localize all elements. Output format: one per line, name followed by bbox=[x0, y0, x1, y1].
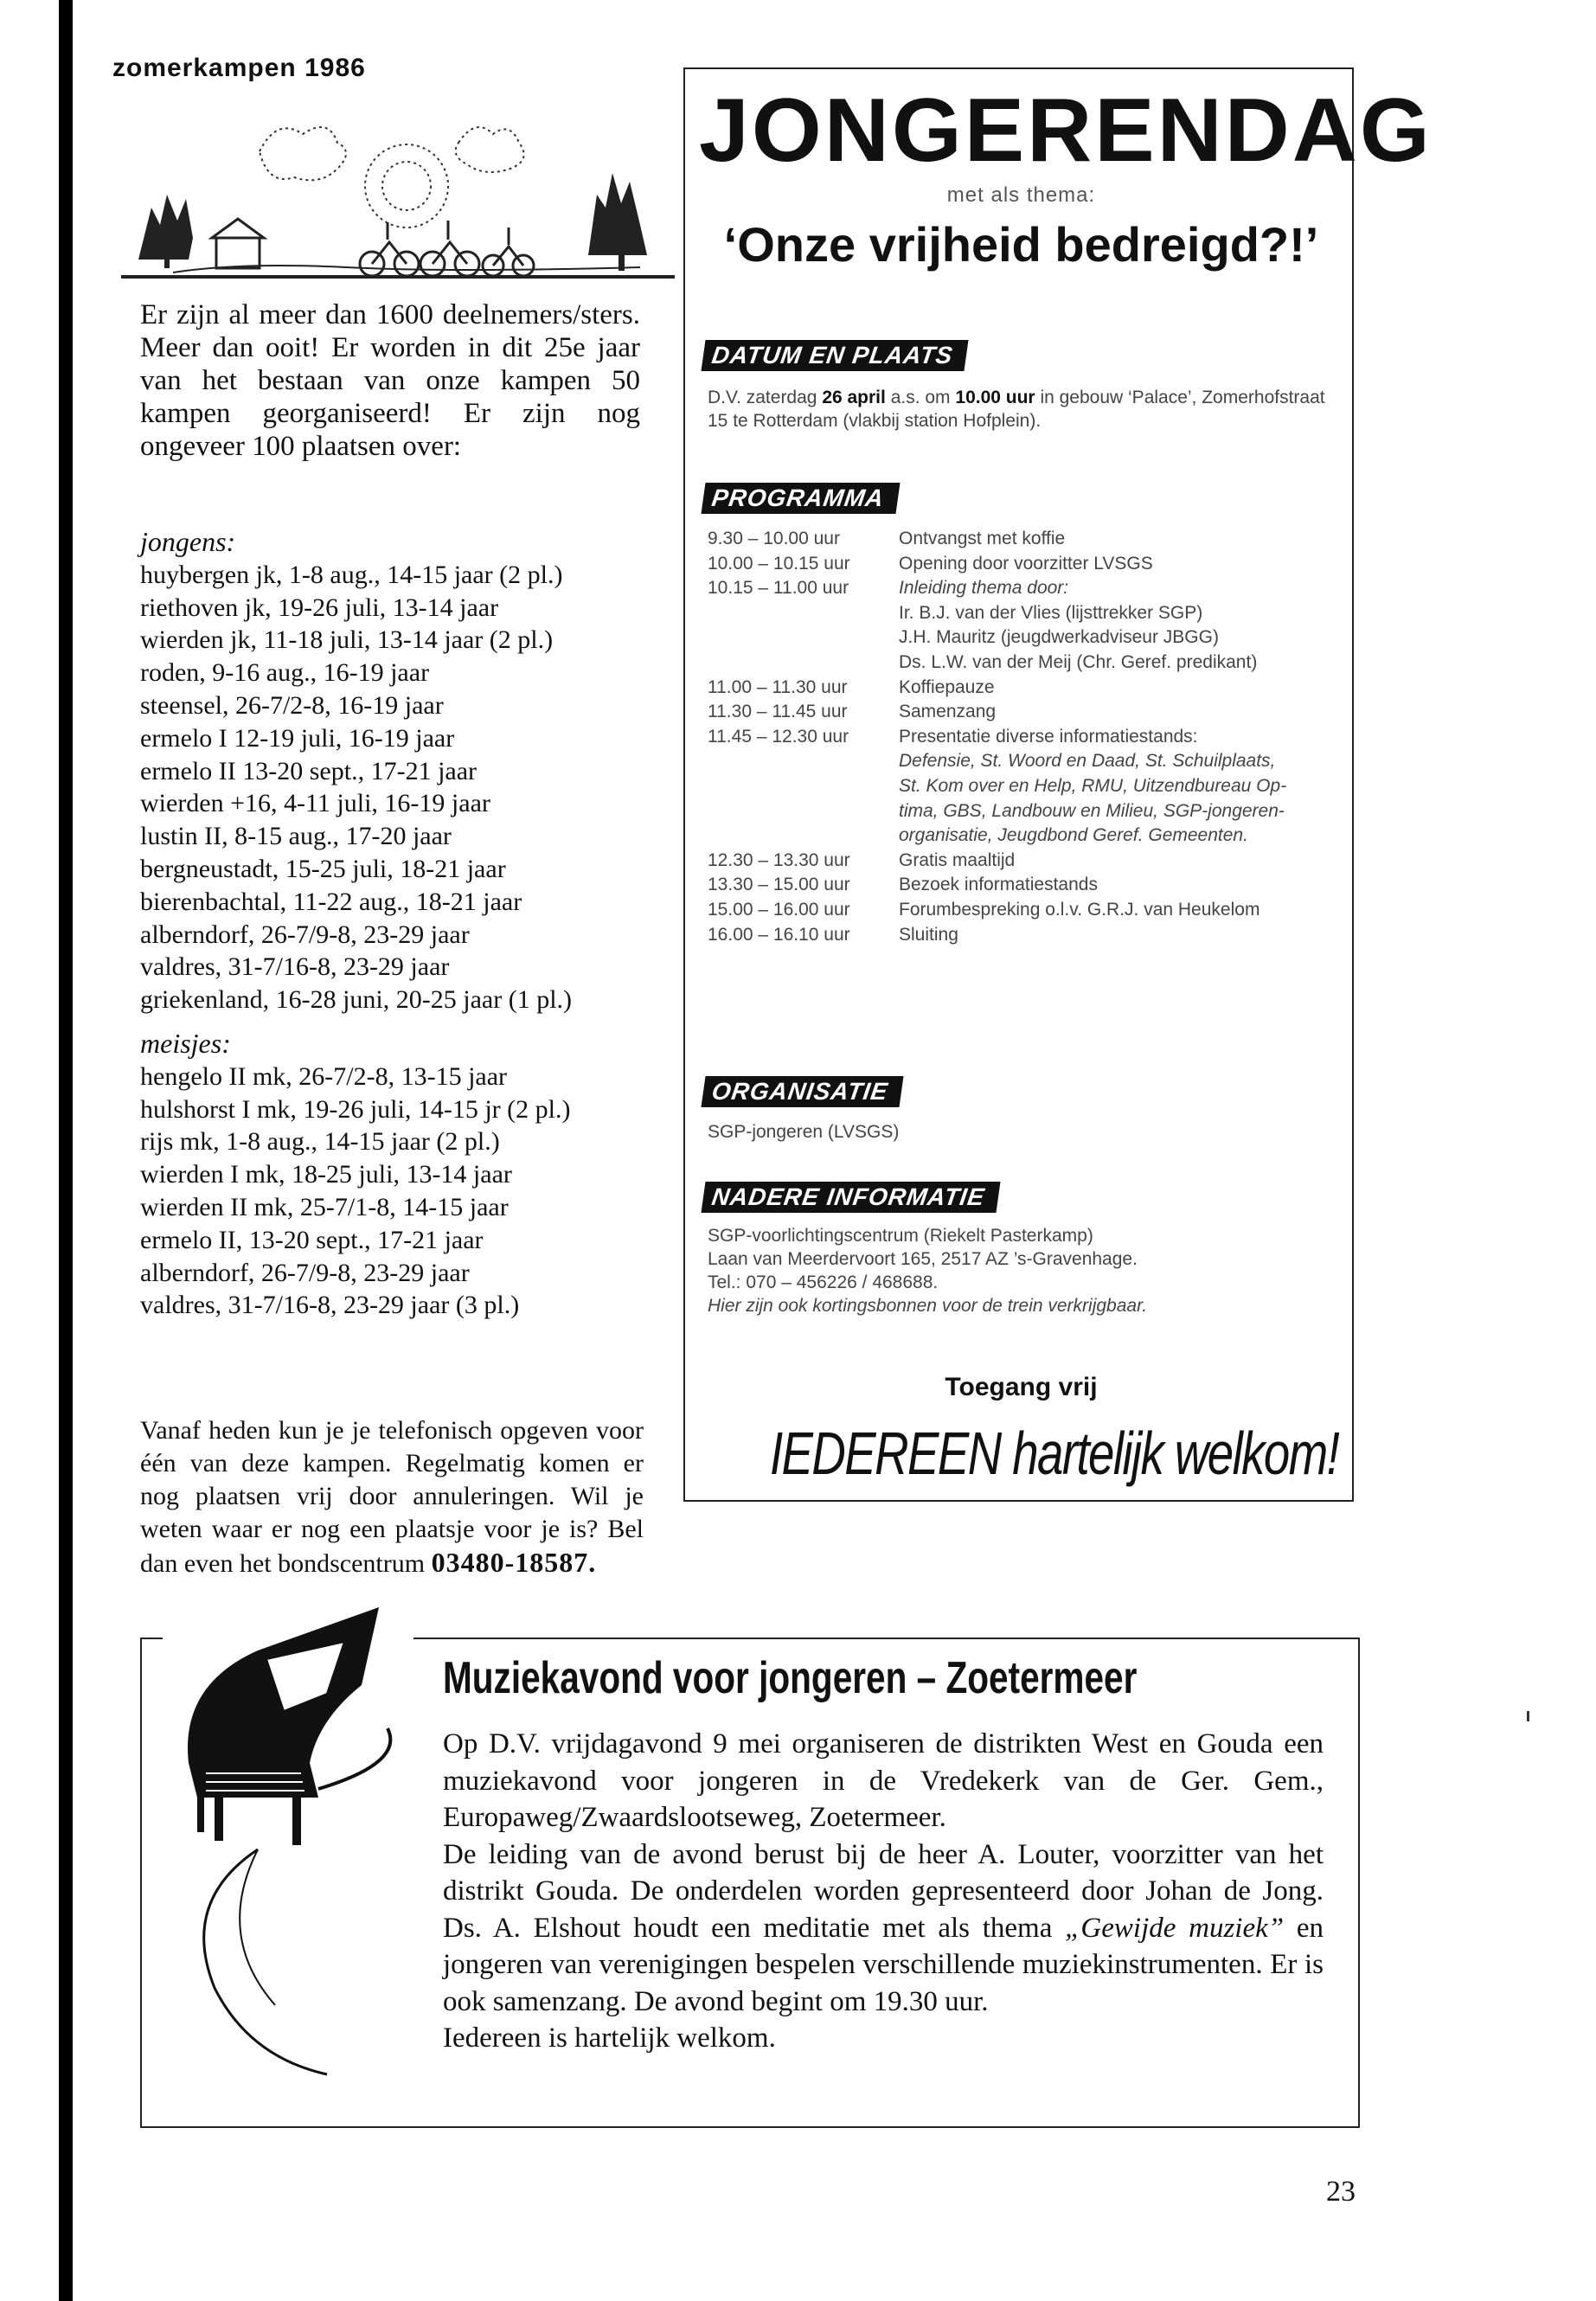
signup-body: Vanaf heden kun je je telefonisch opgeven voor één van deze kampen. Regelmatig komen er nog plaatsen vrij door annuleringen. Wil je weten waar er nog een plaatsje voor je is? Bel dan even het bondscentrum bbox=[140, 1416, 644, 1578]
program-time bbox=[708, 601, 899, 626]
girls-camps-list bbox=[140, 1028, 694, 1322]
camp-item: alberndorf, 26-7/9-8, 23-29 jaar bbox=[140, 920, 470, 949]
date-place-text bbox=[708, 386, 1339, 433]
bondscentrum-phone: 03480-18587. bbox=[431, 1547, 597, 1578]
boys-heading: jongens: bbox=[140, 526, 236, 557]
program-time: 12.30 – 13.30 uur bbox=[708, 849, 850, 870]
camp-item: ermelo II, 13-20 sept., 17-21 jaar bbox=[140, 1225, 484, 1254]
event-date: 26 april bbox=[822, 388, 886, 407]
jongerendag-title: JONGERENDAG bbox=[699, 80, 1433, 181]
music-paragraph: Iedereen is hartelijk welkom. bbox=[443, 2022, 776, 2054]
program-row bbox=[708, 725, 1348, 750]
info-text bbox=[708, 1224, 1339, 1317]
music-evening-text bbox=[443, 1726, 1324, 2057]
camp-item: bierenbachtal, 11-22 aug., 18-21 jaar bbox=[140, 887, 522, 916]
camp-item: bergneustadt, 15-25 juli, 18-21 jaar bbox=[140, 854, 506, 883]
camp-item: hengelo II mk, 26-7/2-8, 13-15 jaar bbox=[140, 1061, 508, 1091]
camp-item: wierden +16, 4-11 juli, 16-19 jaar bbox=[140, 789, 490, 818]
date-place-heading: DATUM EN PLAATS bbox=[701, 340, 968, 371]
music-paragraph bbox=[443, 1836, 1324, 2021]
summer-scenery-illustration bbox=[121, 99, 675, 290]
camp-item: ermelo I 12-19 juli, 16-19 jaar bbox=[140, 723, 455, 753]
info-line: Laan van Meerdervoort 165, 2517 AZ ’s-Gravenhage. bbox=[708, 1249, 1138, 1269]
program-time: 10.15 – 11.00 uur bbox=[708, 578, 849, 599]
girls-heading: meisjes: bbox=[140, 1028, 231, 1059]
program-row bbox=[708, 527, 1348, 552]
program-list bbox=[708, 527, 1348, 947]
program-desc: Ir. B.J. van der Vlies (lijsttrekker SGP) bbox=[899, 602, 1203, 623]
program-time bbox=[708, 799, 899, 824]
program-time: 11.30 – 11.45 uur bbox=[708, 702, 848, 722]
camps-intro: Er zijn al meer dan 1600 deelnemers/sters. Meer dan ooit! Er worden in dit 25e jaar van het bestaan van onze kampen 50 kampen georganiseerd! Er zijn nog ongeveer 100 plaatsen over: bbox=[140, 299, 640, 462]
program-time: 16.00 – 16.10 uur bbox=[708, 924, 850, 945]
organisation-heading: ORGANISATIE bbox=[701, 1076, 903, 1107]
music-text-b: en jongeren van verenigingen bespelen verschillende muziekinstrumenten. Er is ook samenzang. De avond begint om 19.30 uur. bbox=[443, 1912, 1324, 2017]
program-desc: Forumbespreking o.l.v. G.R.J. van Heukelom bbox=[899, 899, 1260, 920]
music-paragraph: Op D.V. vrijdagavond 9 mei organiseren de distrikten West en Gouda een muziekavond voor jongeren in de Vredekerk van de Ger. Gem., Europaweg/Zwaardslootseweg, Zoetermeer. bbox=[443, 1728, 1324, 1833]
program-desc: organisatie, Jeugdbond Geref. Gemeenten. bbox=[899, 825, 1248, 846]
program-row bbox=[708, 824, 1348, 849]
program-row bbox=[708, 849, 1348, 874]
program-row bbox=[708, 873, 1348, 898]
program-time: 10.00 – 10.15 uur bbox=[708, 553, 850, 574]
program-row bbox=[708, 601, 1348, 626]
event-time: 10.00 uur bbox=[955, 388, 1035, 407]
welcome-slogan: IEDEREEN hartelijk welkom! bbox=[769, 1420, 1339, 1487]
jongerendag-theme: ‘Onze vrijheid bedreigd?!’ bbox=[723, 217, 1319, 272]
program-desc: Sluiting bbox=[899, 924, 958, 945]
event-location: in gebouw ‘Palace’, Zomerhofstraat 15 te Rotterdam (vlakbij station Hofplein). bbox=[708, 388, 1325, 431]
program-desc: Inleiding thema door: bbox=[899, 578, 1069, 599]
program-row bbox=[708, 676, 1348, 701]
organisation-text: SGP-jongeren (LVSGS) bbox=[708, 1122, 900, 1142]
camp-item: valdres, 31-7/16-8, 23-29 jaar (3 pl.) bbox=[140, 1291, 520, 1320]
camp-item: steensel, 26-7/2-8, 16-19 jaar bbox=[140, 690, 444, 720]
program-time bbox=[708, 824, 899, 849]
program-time bbox=[708, 774, 899, 799]
program-row bbox=[708, 898, 1348, 923]
stray-mark bbox=[1527, 1711, 1529, 1721]
camps-title: zomerkampen 1986 bbox=[112, 54, 366, 82]
camp-item: ermelo II 13-20 sept., 17-21 jaar bbox=[140, 756, 478, 785]
program-desc: Bezoek informatiestands bbox=[899, 875, 1098, 895]
program-row bbox=[708, 923, 1348, 948]
program-time: 13.30 – 15.00 uur bbox=[708, 875, 850, 895]
camp-item: valdres, 31-7/16-8, 23-29 jaar bbox=[140, 952, 450, 982]
binding-edge bbox=[59, 0, 73, 2301]
camp-item: wierden I mk, 18-25 juli, 13-14 jaar bbox=[140, 1160, 512, 1189]
info-line: Hier zijn ook kortingsbonnen voor de trein verkrijgbaar. bbox=[708, 1296, 1148, 1316]
page-number: 23 bbox=[1326, 2176, 1356, 2208]
program-row bbox=[708, 552, 1348, 577]
program-time: 11.00 – 11.30 uur bbox=[708, 676, 848, 697]
program-time bbox=[708, 651, 899, 676]
program-row bbox=[708, 799, 1348, 824]
camp-item: hulshorst I mk, 19-26 juli, 14-15 jr (2 pl.) bbox=[140, 1094, 571, 1124]
program-desc: tima, GBS, Landbouw en Milieu, SGP-jongeren- bbox=[899, 800, 1285, 821]
program-time bbox=[708, 749, 899, 774]
program-row bbox=[708, 625, 1348, 651]
camp-item: alberndorf, 26-7/9-8, 23-29 jaar bbox=[140, 1258, 470, 1287]
program-time: 15.00 – 16.00 uur bbox=[708, 899, 850, 920]
meditation-theme: „Gewijde muziek” bbox=[1065, 1912, 1285, 1944]
camp-item: rijs mk, 1-8 aug., 14-15 jaar (2 pl.) bbox=[140, 1127, 500, 1157]
program-row bbox=[708, 700, 1348, 725]
program-desc: J.H. Mauritz (jeugdwerkadviseur JBGG) bbox=[899, 627, 1219, 648]
date-prefix: D.V. zaterdag bbox=[708, 388, 823, 407]
program-time: 9.30 – 10.00 uur bbox=[708, 529, 840, 548]
program-desc: Ds. L.W. van der Meij (Chr. Geref. predikant) bbox=[899, 651, 1258, 672]
info-line: SGP-voorlichtingscentrum (Riekelt Pasterkamp) bbox=[708, 1226, 1093, 1246]
info-heading: NADERE INFORMATIE bbox=[701, 1182, 1000, 1213]
camp-item: roden, 9-16 aug., 16-19 jaar bbox=[140, 658, 430, 688]
camps-signup-text bbox=[140, 1414, 644, 1580]
info-line: Tel.: 070 – 456226 / 468688. bbox=[708, 1272, 939, 1292]
program-desc: Presentatie diverse informatiestands: bbox=[899, 726, 1198, 747]
program-desc: Koffiepauze bbox=[899, 676, 995, 697]
program-desc: Defensie, St. Woord en Daad, St. Schuilplaats, bbox=[899, 751, 1276, 772]
program-row bbox=[708, 651, 1348, 676]
date-mid: a.s. om bbox=[885, 388, 956, 407]
program-desc: Samenzang bbox=[899, 702, 997, 722]
camp-item: huybergen jk, 1-8 aug., 14-15 jaar (2 pl.) bbox=[140, 560, 563, 589]
music-evening-title: Muziekavond voor jongeren – Zoetermeer bbox=[443, 1653, 1138, 1703]
program-desc: Gratis maaltijd bbox=[899, 849, 1016, 870]
grand-piano-illustration bbox=[163, 1590, 413, 2092]
camp-item: riethoven jk, 19-26 juli, 13-14 jaar bbox=[140, 593, 499, 622]
camp-item: griekenland, 16-28 juni, 20-25 jaar (1 pl.) bbox=[140, 985, 573, 1015]
program-desc: Ontvangst met koffie bbox=[899, 529, 1066, 548]
program-row bbox=[708, 749, 1348, 774]
program-row bbox=[708, 576, 1348, 601]
program-heading: PROGRAMMA bbox=[701, 483, 900, 514]
jongerendag-subtitle: met als thema: bbox=[946, 183, 1096, 207]
camp-item: wierden II mk, 25-7/1-8, 14-15 jaar bbox=[140, 1192, 509, 1221]
camp-item: lustin II, 8-15 aug., 17-20 jaar bbox=[140, 822, 452, 851]
program-time: 11.45 – 12.30 uur bbox=[708, 726, 849, 747]
entry-free: Toegang vrij bbox=[945, 1373, 1098, 1401]
program-row bbox=[708, 774, 1348, 799]
music-text-a: De leiding van de avond berust bij de heer A. Louter, voorzitter van het distrikt Gouda. De onderdelen worden gepresenteerd door Johan de Jong. Ds. A. Elshout houdt een meditatie met als thema bbox=[443, 1838, 1324, 1944]
boys-camps-list bbox=[140, 526, 694, 1016]
program-time bbox=[708, 625, 899, 651]
program-desc: Opening door voorzitter LVSGS bbox=[899, 553, 1153, 574]
camp-item: wierden jk, 11-18 juli, 13-14 jaar (2 pl.) bbox=[140, 625, 554, 655]
program-desc: St. Kom over en Help, RMU, Uitzendbureau Op- bbox=[899, 775, 1287, 796]
